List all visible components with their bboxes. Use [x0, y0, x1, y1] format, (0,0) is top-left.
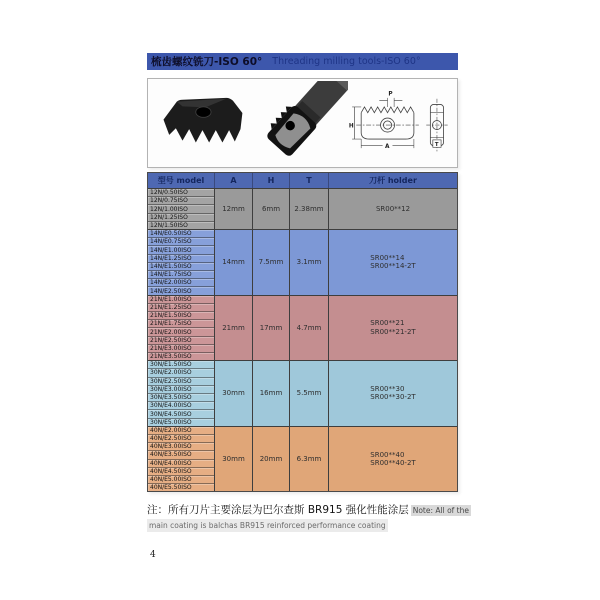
a-value-cell: 30mm: [215, 427, 253, 492]
model-cell: 30N/E3.00ISO: [148, 386, 214, 394]
holder-line: SR00**30: [370, 384, 405, 393]
dim-label-a: A: [385, 144, 390, 151]
holder-lines: [370, 385, 415, 402]
header-t: T: [290, 173, 329, 188]
model-column: [148, 230, 215, 295]
a-value-cell: 30mm: [215, 361, 253, 426]
model-cell: 14N/E1.50ISO: [148, 263, 214, 271]
model-column: [148, 361, 215, 426]
a-value-cell: 21mm: [215, 296, 253, 361]
header-a: A: [215, 173, 253, 188]
model-cell: 21N/E2.00ISO: [148, 328, 214, 336]
insert-hole: [196, 107, 211, 117]
h-value-cell: 20mm: [253, 427, 290, 492]
holder-cell: [329, 189, 457, 229]
model-cell: 40N/E2.50ISO: [148, 435, 214, 443]
t-value-cell: 2.38mm: [290, 189, 329, 229]
milling-tool-photo: [249, 81, 348, 165]
model-cell: 30N/E5.00ISO: [148, 419, 214, 426]
model-cell: 14N/E0.50ISO: [148, 230, 214, 238]
product-image-panel: [147, 78, 458, 168]
model-cell: 21N/E3.00ISO: [148, 345, 214, 353]
page-number: 4: [150, 550, 156, 560]
model-cell: 40N/E2.00ISO: [148, 427, 214, 435]
model-cell: 40N/E5.50ISO: [148, 484, 214, 491]
model-cell: 21N/E3.50ISO: [148, 353, 214, 360]
model-cell: 21N/E2.50ISO: [148, 337, 214, 345]
holder-cell: [329, 296, 457, 361]
holder-line: SR00**40-2T: [370, 459, 416, 468]
table-body: [148, 188, 457, 491]
model-cell: 30N/E1.50ISO: [148, 361, 214, 369]
model-cell: 21N/E1.50ISO: [148, 312, 214, 320]
model-column: [148, 427, 215, 492]
title-english: Threading milling tools-ISO 60°: [272, 56, 421, 67]
model-cell: 21N/E1.75ISO: [148, 320, 214, 328]
holder-cell: [329, 361, 457, 426]
model-cell: 14N/E1.25ISO: [148, 255, 214, 263]
spec-table: [147, 172, 458, 492]
model-cell: 12N/1.50ISO: [148, 222, 214, 229]
note-english-line1: Note: All of the: [412, 506, 469, 515]
model-cell: 21N/E1.00ISO: [148, 296, 214, 304]
table-group-14n: [148, 229, 457, 295]
holder-cell: [329, 230, 457, 295]
holder-lines: [370, 254, 415, 271]
table-header-row: [148, 173, 457, 188]
table-group-12n: [148, 188, 457, 229]
page-title-bar: [147, 53, 458, 70]
dim-label-t: T: [434, 142, 439, 149]
model-column: [148, 296, 215, 361]
title-chinese: 梳齿螺纹铣刀-ISO 60°: [151, 56, 263, 68]
holder-line: SR00**40: [370, 450, 405, 459]
model-cell: 12N/1.25ISO: [148, 214, 214, 222]
header-holder: 刀杆 holder: [369, 176, 417, 185]
h-value-cell: 7.5mm: [253, 230, 290, 295]
table-group-40n: [148, 426, 457, 492]
note-english-line2: main coating is balchas BR915 reinforced performance coating: [149, 521, 386, 530]
model-cell: 30N/E2.00ISO: [148, 369, 214, 377]
model-cell: 30N/E3.50ISO: [148, 394, 214, 402]
model-cell: 14N/E2.50ISO: [148, 287, 214, 294]
a-value-cell: 12mm: [215, 189, 253, 229]
header-h: H: [253, 173, 290, 188]
model-cell: 40N/E4.00ISO: [148, 460, 214, 468]
model-cell: 12N/0.50ISO: [148, 189, 214, 197]
thread-insert-photo: [154, 86, 249, 160]
dimension-drawing: [348, 81, 451, 165]
model-cell: 40N/E5.00ISO: [148, 476, 214, 484]
holder-line: SR00**21-2T: [370, 327, 416, 336]
note-chinese: 注：所有刀片主要涂层为巴尔查斯 BR915 强化性能涂层: [147, 504, 409, 516]
model-cell: 14N/E1.75ISO: [148, 271, 214, 279]
t-value-cell: 4.7mm: [290, 296, 329, 361]
model-cell: 14N/E1.00ISO: [148, 246, 214, 254]
holder-line: SR00**21: [370, 319, 405, 328]
model-cell: 40N/E3.00ISO: [148, 443, 214, 451]
model-cell: 40N/E4.50ISO: [148, 468, 214, 476]
holder-line: SR00**14: [370, 253, 405, 262]
h-value-cell: 16mm: [253, 361, 290, 426]
holder-line: SR00**14-2T: [370, 262, 416, 271]
model-cell: 14N/E0.75ISO: [148, 238, 214, 246]
table-group-30n: [148, 360, 457, 426]
holder-lines: [370, 451, 415, 468]
holder-cell: [329, 427, 457, 492]
table-group-21n: [148, 295, 457, 361]
h-value-cell: 17mm: [253, 296, 290, 361]
model-cell: 21N/E1.25ISO: [148, 304, 214, 312]
h-value-cell: 6mm: [253, 189, 290, 229]
holder-line: SR00**30-2T: [370, 393, 416, 402]
dim-label-p: P: [388, 91, 393, 98]
coating-note: [147, 504, 473, 532]
holder-line: SR00**12: [375, 204, 411, 213]
holder-lines: [376, 205, 410, 214]
model-cell: 12N/1.00ISO: [148, 205, 214, 213]
holder-lines: [370, 319, 415, 336]
model-cell: 30N/E2.50ISO: [148, 378, 214, 386]
model-cell: 30N/E4.50ISO: [148, 410, 214, 418]
model-cell: 40N/E3.50ISO: [148, 451, 214, 459]
model-cell: 12N/0.75ISO: [148, 197, 214, 205]
header-model: 型号 model: [148, 173, 215, 188]
model-cell: 30N/E4.00ISO: [148, 402, 214, 410]
t-value-cell: 6.3mm: [290, 427, 329, 492]
dim-label-h: H: [348, 123, 354, 130]
t-value-cell: 5.5mm: [290, 361, 329, 426]
model-cell: 14N/E2.00ISO: [148, 279, 214, 287]
a-value-cell: 14mm: [215, 230, 253, 295]
t-value-cell: 3.1mm: [290, 230, 329, 295]
model-column: [148, 189, 215, 229]
